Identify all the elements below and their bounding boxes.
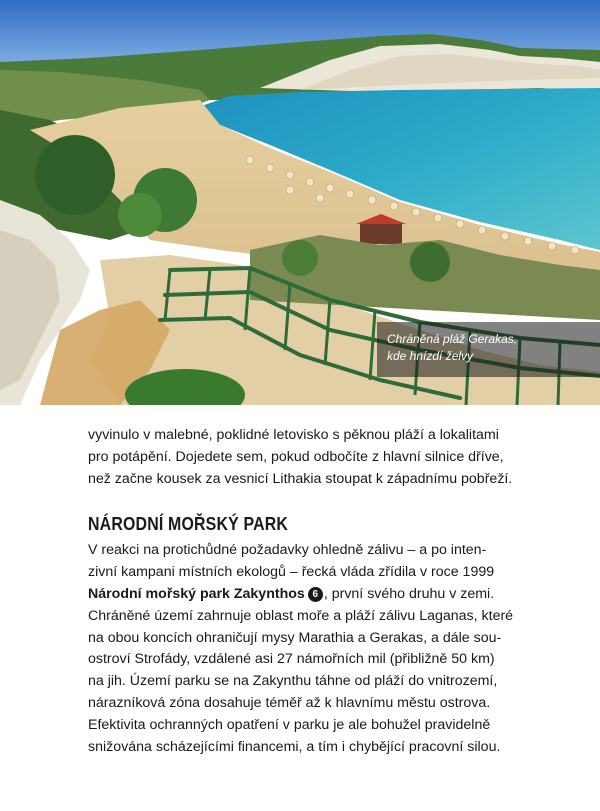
intro-line-1: vyvinulo v malebné, poklidné letovisko s pěknou pláží a lokalitami [88,427,499,443]
beach-photo [0,0,600,405]
section-line-9: Efektivita ochranných opatření v parku je ale bohužel pravidelně [88,716,491,733]
map-marker-badge: 6 [308,587,323,602]
intro-line-3: než začne kousek za vesnicí Lithakia stoupat k západnímu pobřeží. [88,470,513,487]
section-line-8: nárazníková zóna dosahuje téměř až k hlavnímu městu ostrova. [88,694,491,711]
article-body [88,425,525,758]
caption-line-2: kde hnízdí želvy [387,349,474,363]
intro-paragraph [88,425,525,490]
photo-caption [377,322,600,377]
intro-line-2: pro potápění. Dojedete sem, pokud odbočíte z hlavní silnice dříve, [88,448,504,465]
section-line-7: na jih. Území parku se na Zakynthu táhne od pláží do vnitrozemí, [88,673,498,690]
section-line-5: na obou koncích ohraničují mysy Marathia a Gerakas, a dále sou- [88,629,502,646]
section-line-3 [88,584,525,606]
section-heading: NÁRODNÍ MOŘSKÝ PARK [88,513,289,535]
section-line-4: Chráněné území zahrnuje oblast moře a pláží zálivu Laganas, které [88,607,514,624]
caption-line-1: Chráněná pláž Gerakas, [387,332,518,346]
section-paragraph [88,540,525,758]
section-line-10: snižována scházejícími financemi, a tím i chybějící pracovní silou. [88,738,501,755]
section-line-1: V reakci na protichůdné požadavky ohledně zálivu – a po inten- [88,542,487,559]
section-line-3-rest: , první svého druhu v zemi. [323,585,495,602]
section-line-6: ostroví Strofády, vzdálené asi 27 námořních mil (přibližně 50 km) [88,651,495,668]
section-line-2: zivní kampani místních ekologů – řecká vláda zřídila v roce 1999 [88,564,495,581]
park-name: Národní mořský park Zakynthos [88,585,305,602]
